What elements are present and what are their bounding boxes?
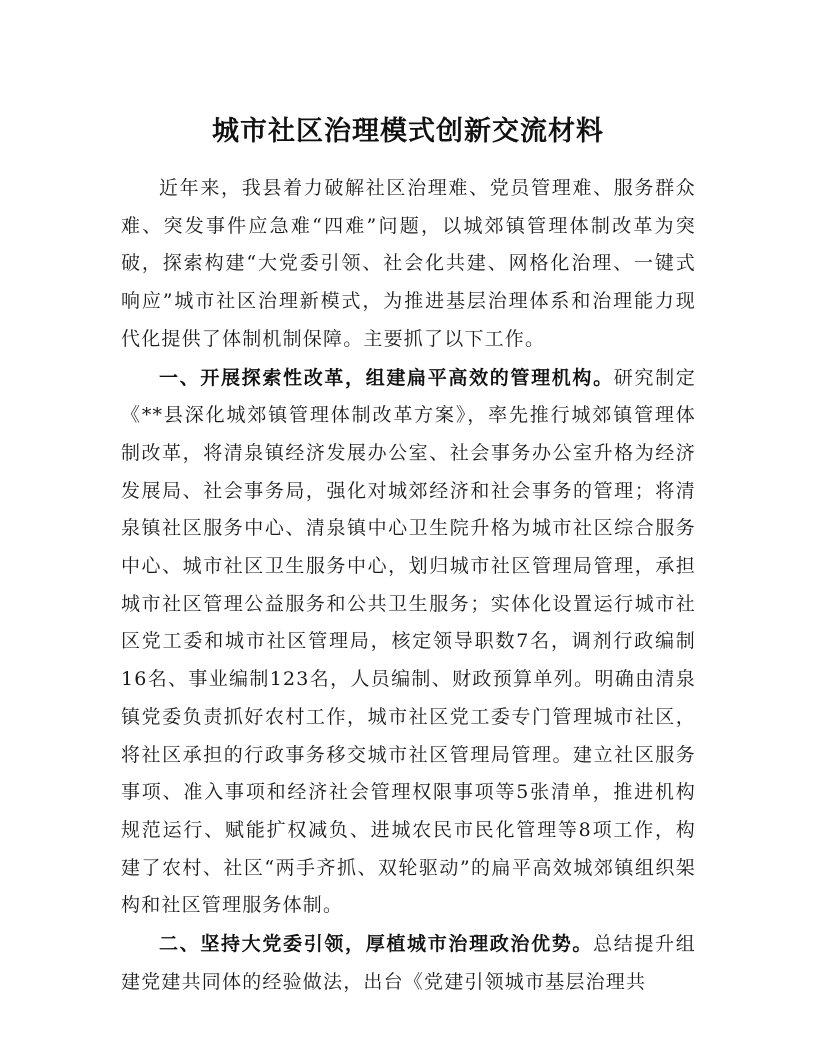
document-title: 城市社区治理模式创新交流材料	[212, 116, 604, 148]
section-text-2: 总结提升组建党建共同体的经验做法，出台《党建引领城市基层治理共	[121, 933, 696, 993]
section-heading-2: 二、坚持大党委引领，厚植城市治理政治优势。	[159, 933, 594, 956]
section-heading-1: 一、开展探索性改革，组建扁平高效的管理机构。	[159, 366, 614, 389]
section-text-1: 研究制定《**县深化城郊镇管理体制改革方案》，率先推行城郊镇管理体制改革，将清泉镇经济发展办公室、社会事务办公室升格为经济发展局、社会事务局，强化对城郊经济和社会事务的管理；将清泉镇社区服务中心、清泉镇中心卫生院升格为城市社区综合服务中心、城市社区卫生服务中心，划归城市社区管理局管理，承担城市社区管理公益服务和公共卫生服务；实体化设置运行城市社区党工委和城市社区管理局，核定领导职数7名，调剂行政编制16名、事业编制123名，人员编制、财政预算单列。明确由清泉镇党委负责抓好农村工作，城市社区党工委专门管理城市社区，将社区承担的行政事务移交城市社区管理局管理。建立社区服务事项、准入事项和经济社会管理权限事项等5张清单，推进机构规范运行、赋能扩权减负、进城农民市民化管理等8项工作，构建了农村、社区“两手齐抓、双轮驱动”的扁平高效城郊镇组织架构和社区管理服务体制。	[121, 366, 696, 917]
document-body	[121, 170, 696, 1001]
intro-paragraph: 近年来，我县着力破解社区治理难、党员管理难、服务群众难、突发事件应急难“四难”问题，以城郊镇管理体制改革为突破，探索构建“大党委引领、社会化共建、网格化治理、一键式响应”城市社区治理新模式，为推进基层治理体系和治理能力现代化提供了体制机制保障。主要抓了以下工作。	[121, 177, 696, 350]
section-paragraph-2	[121, 926, 696, 1001]
section-paragraph-1	[121, 360, 696, 926]
